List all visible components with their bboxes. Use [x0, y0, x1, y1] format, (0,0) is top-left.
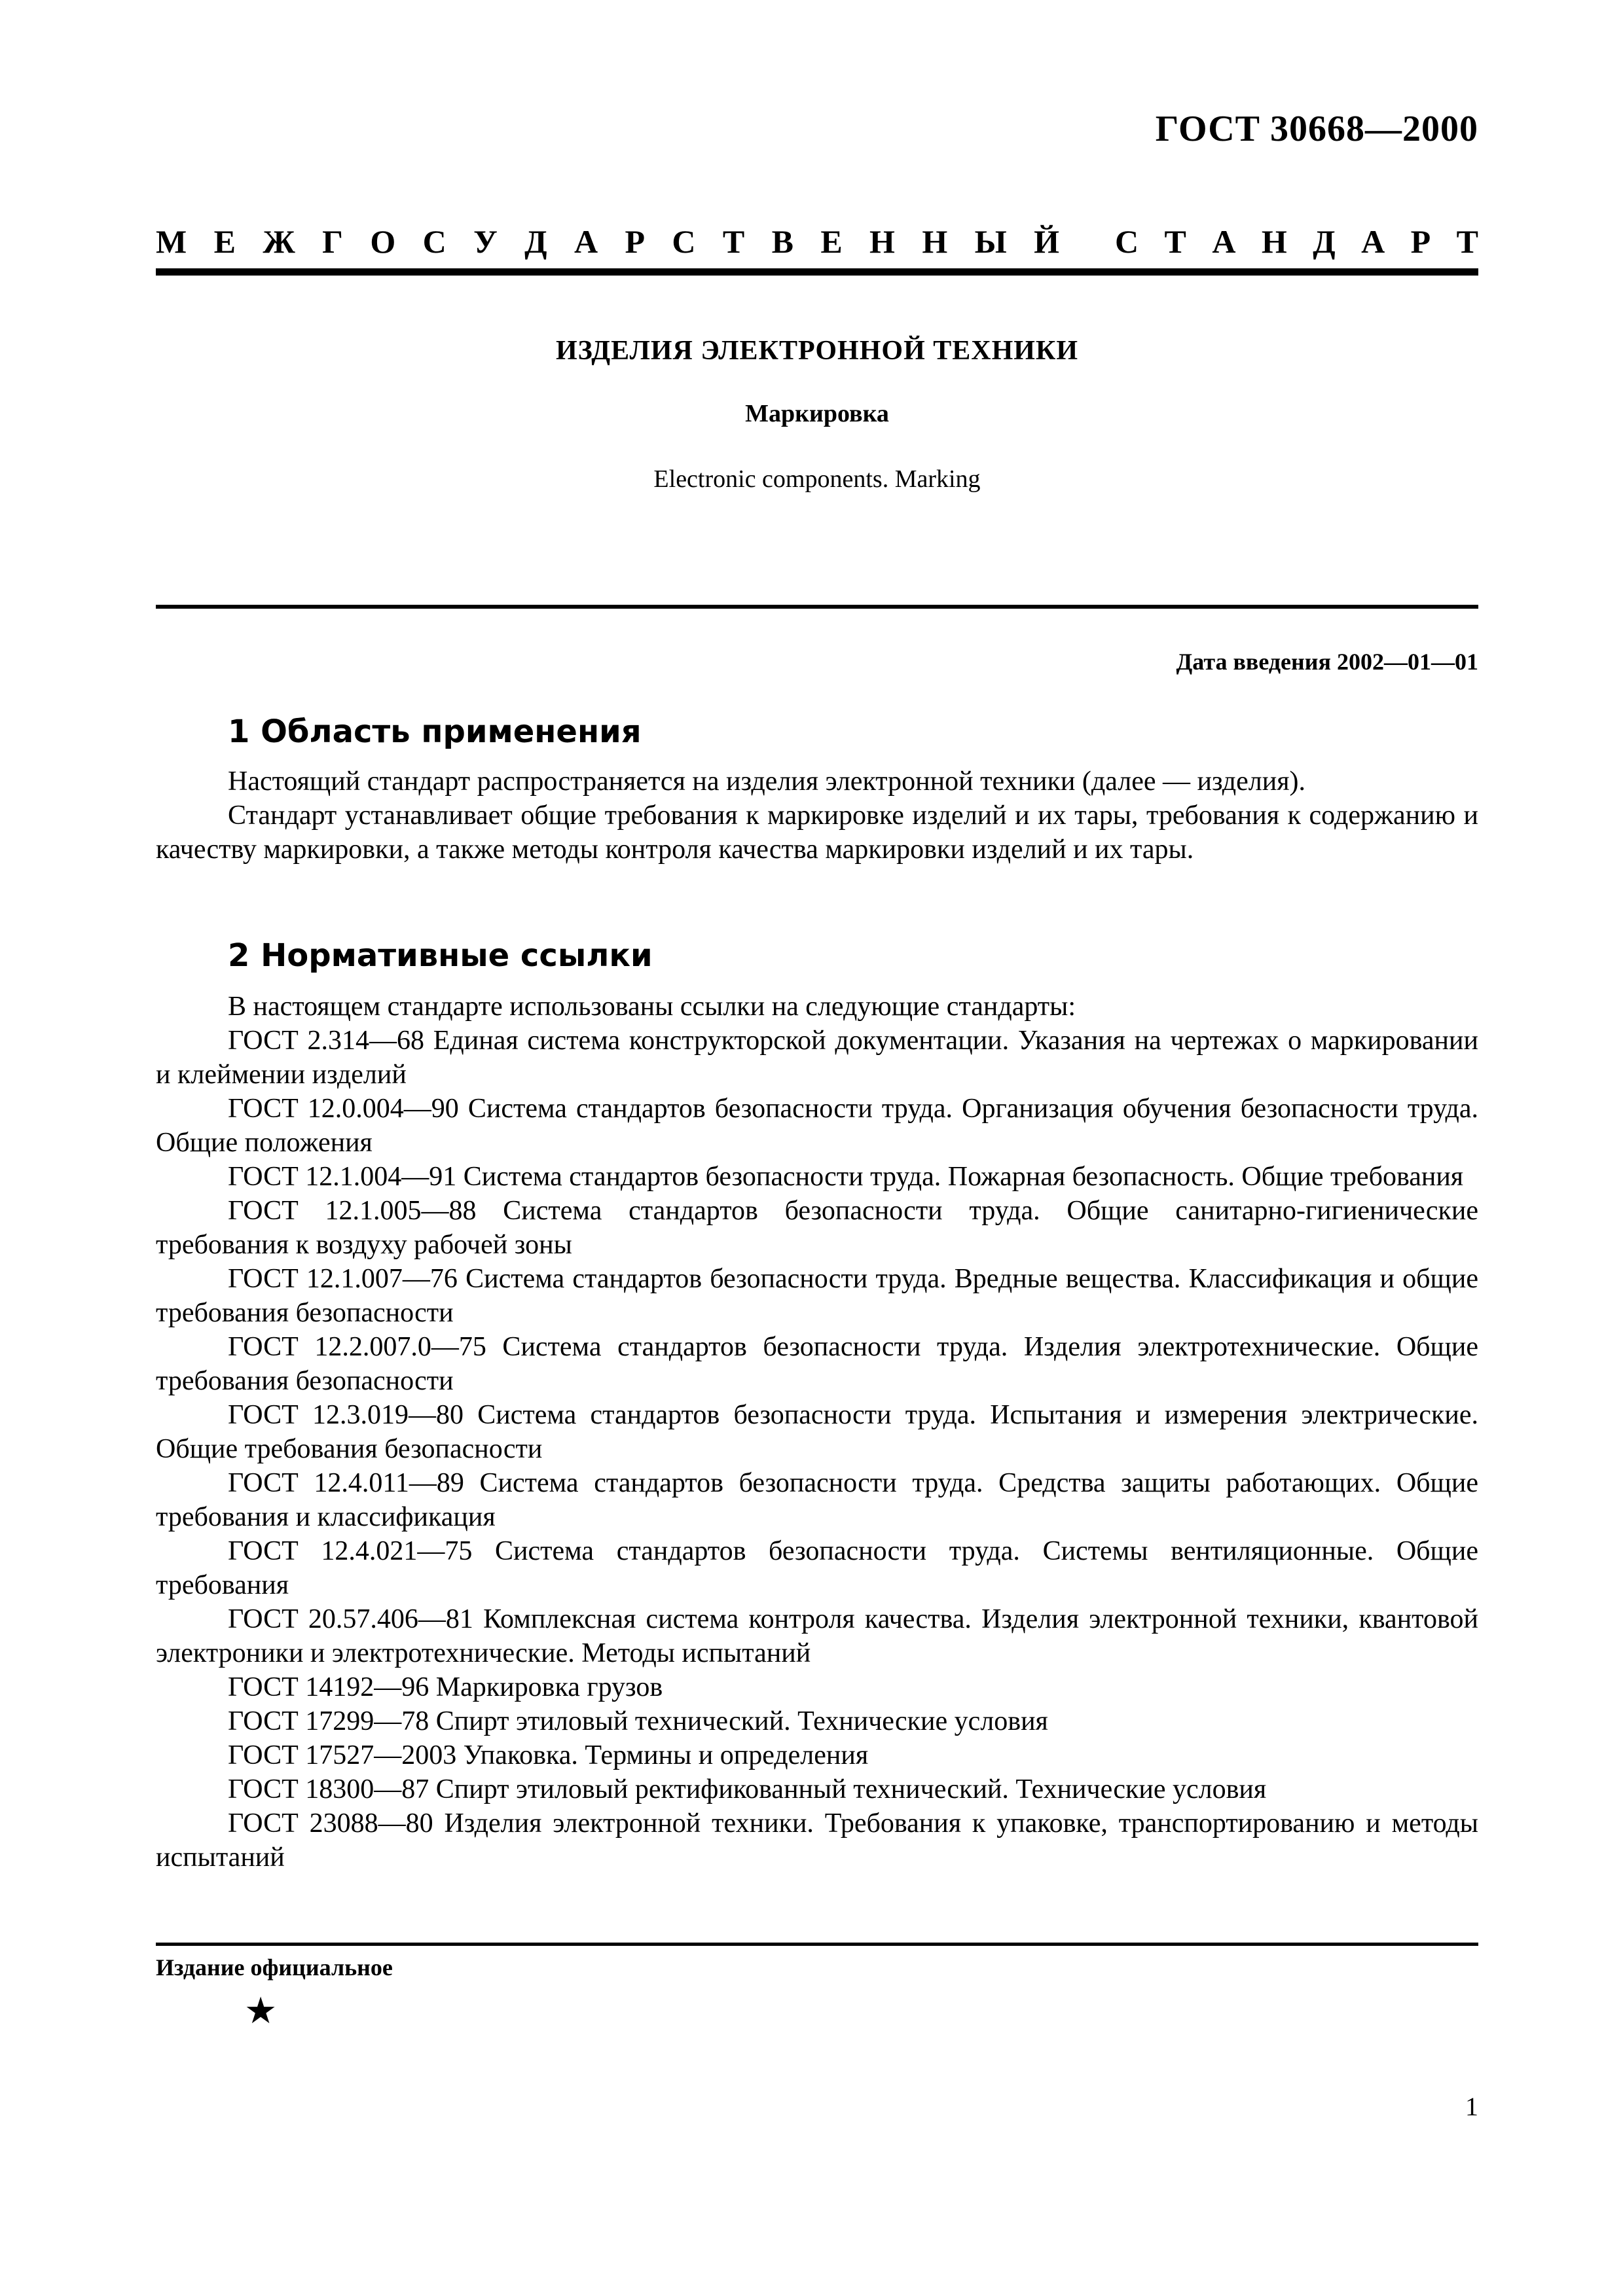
banner-letter: Ж: [263, 223, 295, 260]
banner-letter: С: [1115, 223, 1139, 260]
reference-item: ГОСТ 12.1.004—91 Система стандартов безопасности труда. Пожарная безопасность. Общие требования: [228, 1162, 1464, 1192]
banner-letter: Т: [722, 223, 745, 260]
banner-letter: О: [370, 223, 396, 260]
star-icon: ★: [244, 1991, 278, 2032]
reference-item: ГОСТ 17527—2003 Упаковка. Термины и определения: [228, 1740, 869, 1770]
official-edition-label: Издание официальное: [156, 1954, 393, 1981]
document-subtitle: Маркировка: [745, 400, 889, 427]
banner-letter: Д: [1313, 223, 1336, 260]
banner-letter: С: [422, 223, 447, 260]
reference-item: ГОСТ 20.57.406—81 Комплексная система контроля качества. Изделия электронной техники, квантовой электроники и электротехнические. Методы испытаний: [156, 1604, 1478, 1668]
paragraph: В настоящем стандарте использованы ссылки на следующие стандарты:: [228, 992, 1076, 1022]
banner-letter: Ы: [974, 223, 1007, 260]
section-1-heading: 1 Область применения: [228, 713, 642, 750]
reference-item: ГОСТ 23088—80 Изделия электронной техники. Требования к упаковке, транспортированию и методы испытаний: [156, 1808, 1478, 1873]
banner-letter: Т: [1456, 223, 1478, 260]
standard-word: [1115, 223, 1478, 260]
banner-letter: Е: [820, 223, 843, 260]
document-title: ИЗДЕЛИЯ ЭЛЕКТРОННОЙ ТЕХНИКИ: [555, 336, 1079, 366]
reference-item: ГОСТ 12.0.004—90 Система стандартов безопасности труда. Организация обучения безопасности труда. Общие положения: [156, 1094, 1478, 1158]
header-rule: [156, 268, 1478, 276]
banner-letter: Н: [869, 223, 895, 260]
reference-item: ГОСТ 12.3.019—80 Система стандартов безопасности труда. Испытания и измерения электрические. Общие требования безопасности: [156, 1400, 1478, 1464]
reference-item: ГОСТ 2.314—68 Единая система конструкторской документации. Указания на чертежах о маркировании и клеймении изделий: [156, 1026, 1478, 1090]
reference-item: ГОСТ 14192—96 Маркировка грузов: [228, 1672, 663, 1702]
banner-letter: Д: [524, 223, 547, 260]
banner-letter: М: [156, 223, 187, 260]
banner-letter: А: [1361, 223, 1385, 260]
banner-letter: С: [672, 223, 696, 260]
interstate-standard-banner: [156, 223, 1478, 260]
section-2-body: [156, 990, 1478, 1874]
banner-letter: Г: [322, 223, 343, 260]
banner-letter: Р: [1410, 223, 1431, 260]
document-number: ГОСТ 30668—2000: [1155, 109, 1478, 149]
reference-item: ГОСТ 17299—78 Спирт этиловый технический. Технические условия: [228, 1706, 1048, 1736]
footer-rule: [156, 1943, 1478, 1946]
reference-item: ГОСТ 12.4.011—89 Система стандартов безопасности труда. Средства защиты работающих. Общие требования и классификация: [156, 1468, 1478, 1532]
reference-item: ГОСТ 12.1.005—88 Система стандартов безопасности труда. Общие санитарно-гигиенические требования к воздуху рабочей зоны: [156, 1196, 1478, 1260]
banner-letter: А: [1212, 223, 1236, 260]
section-1-body: [156, 764, 1478, 867]
banner-letter: Р: [625, 223, 645, 260]
banner-letter: Й: [1034, 223, 1059, 260]
banner-letter: А: [574, 223, 598, 260]
banner-letter: Е: [213, 223, 236, 260]
document-page: [156, 0, 1478, 2296]
banner-letter: Н: [922, 223, 948, 260]
section-2-heading: 2 Нормативные ссылки: [228, 937, 653, 974]
page-number: 1: [1465, 2092, 1478, 2121]
banner-letter: В: [771, 223, 793, 260]
paragraph: Стандарт устанавливает общие требования к маркировке изделий и их тары, требования к содержанию и качеству маркировки, а также методы контроля качества маркировки изделий и их тары.: [156, 800, 1478, 865]
reference-item: ГОСТ 18300—87 Спирт этиловый ректификованный технический. Технические условия: [228, 1774, 1267, 1804]
banner-letter: Т: [1164, 223, 1186, 260]
reference-item: ГОСТ 12.1.007—76 Система стандартов безопасности труда. Вредные вещества. Классификация и общие требования безопасности: [156, 1264, 1478, 1328]
title-rule: [156, 605, 1478, 609]
introduction-date: Дата введения 2002—01—01: [1176, 649, 1478, 675]
interstate-word: [156, 223, 1059, 260]
reference-item: ГОСТ 12.2.007.0—75 Система стандартов безопасности труда. Изделия электротехнические. Общие требования безопасности: [156, 1332, 1478, 1396]
paragraph: Настоящий стандарт распространяется на изделия электронной техники (далее — изделия).: [228, 766, 1306, 797]
banner-letter: Н: [1261, 223, 1287, 260]
english-title: Electronic components. Marking: [653, 465, 981, 493]
reference-item: ГОСТ 12.4.021—75 Система стандартов безопасности труда. Системы вентиляционные. Общие требования: [156, 1536, 1478, 1600]
banner-letter: У: [473, 223, 498, 260]
